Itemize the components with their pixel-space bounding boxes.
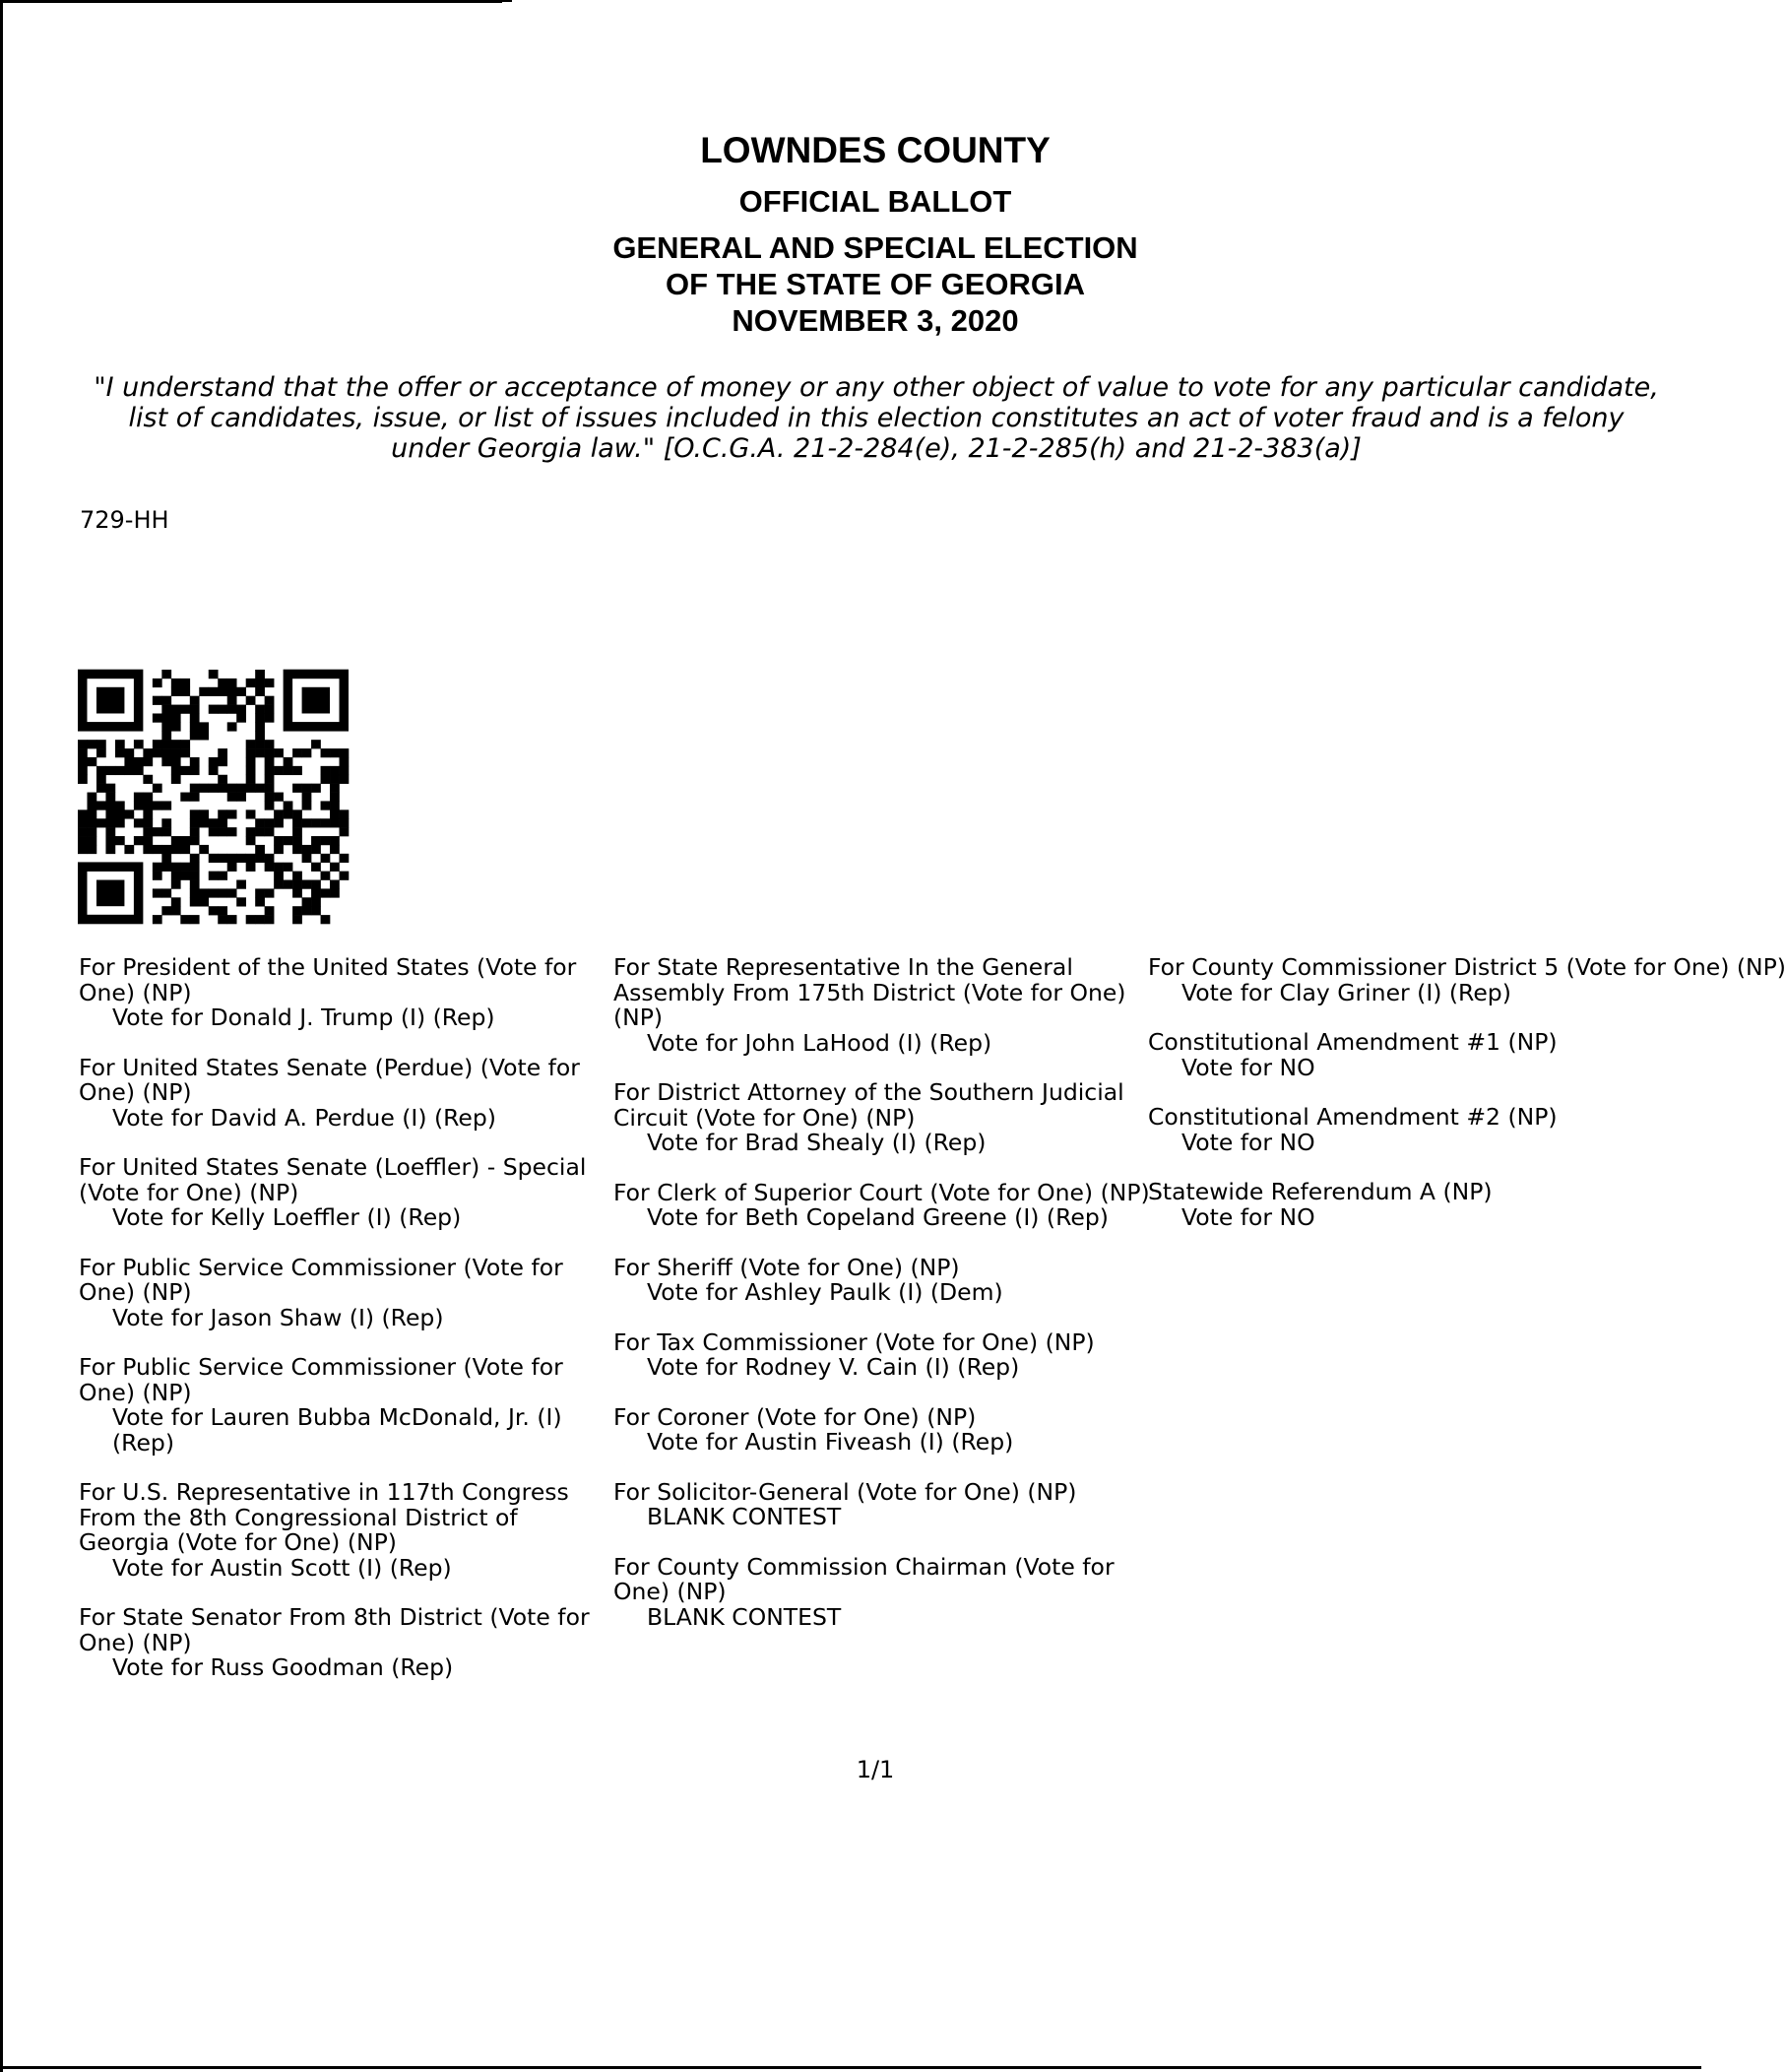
county-title: LOWNDES COUNTY	[700, 130, 1051, 170]
contest-selection: Vote for David A. Perdue (I) (Rep)	[112, 1103, 496, 1132]
contest-item	[613, 1178, 1150, 1231]
contest-selection: Vote for John LaHood (I) (Rep)	[647, 1028, 992, 1057]
contest-title: For County Commissioner District 5 (Vote for One) (NP)	[1148, 953, 1786, 981]
contest-selection: Vote for NO	[1181, 1053, 1315, 1081]
oath-line: under Georgia law." [O.C.G.A. 21-2-284(e), 21-2-285(h) and 21-2-383(a)]	[391, 433, 1362, 464]
contest-title: For District Attorney of the Southern Judicial Circuit (Vote for One) (NP)	[613, 1078, 1124, 1132]
contest-selection: Vote for Russ Goodman (Rep)	[112, 1653, 454, 1681]
contest-item	[79, 1480, 610, 1581]
contest-selection: Vote for Jason Shaw (I) (Rep)	[112, 1303, 444, 1331]
contest-selection: BLANK CONTEST	[647, 1602, 842, 1631]
contest-item	[1148, 953, 1786, 1006]
contest-selection: BLANK CONTEST	[647, 1503, 842, 1530]
contest-selection: Vote for Lauren Bubba McDonald, Jr. (I) (Rep)	[112, 1403, 562, 1457]
contest-title: For County Commission Chairman (Vote for One) (NP)	[613, 1552, 1115, 1605]
contest-selection: Vote for Brad Shealy (I) (Rep)	[647, 1129, 987, 1156]
contest-item	[613, 1477, 1150, 1530]
contest-item	[613, 1552, 1150, 1631]
contest-title: Statewide Referendum A (NP)	[1148, 1178, 1493, 1205]
contest-title: Constitutional Amendment #2 (NP)	[1148, 1103, 1558, 1131]
contest-selection: Vote for Ashley Paulk (I) (Dem)	[647, 1278, 1003, 1306]
contest-title: For United States Senate (Loeffler) - Special (Vote for One) (NP)	[79, 1153, 587, 1206]
qr-code	[78, 670, 349, 924]
contest-item	[1148, 1030, 1699, 1080]
contest-item	[613, 1253, 1150, 1306]
ballot-column-2	[613, 955, 1150, 1654]
ballot-column-1	[79, 955, 610, 1706]
election-title-line2: OF THE STATE OF GEORGIA	[666, 267, 1085, 301]
contest-title: For State Senator From 8th District (Vote for One) (NP)	[79, 1603, 590, 1656]
contest-title: For U.S. Representative in 117th Congress From the 8th Congressional District of Georgia (Vote for One) (NP)	[79, 1478, 569, 1556]
voter-fraud-oath	[69, 372, 1684, 464]
ballot-column-3	[1148, 953, 1786, 1255]
contest-item	[79, 1253, 610, 1331]
contest-item	[613, 1327, 1150, 1381]
contest-selection: Vote for Beth Copeland Greene (I) (Rep)	[647, 1203, 1109, 1231]
election-date: NOVEMBER 3, 2020	[732, 303, 1019, 338]
contest-title: For President of the United States (Vote for One) (NP)	[79, 953, 577, 1006]
contest-selection: Vote for Kelly Loeffler (I) (Rep)	[112, 1203, 462, 1231]
contest-item	[79, 955, 610, 1031]
contest-item	[613, 955, 1150, 1056]
page-border-bottom	[0, 2066, 1701, 2069]
contest-item	[79, 1053, 610, 1132]
election-title-line1: GENERAL AND SPECIAL ELECTION	[612, 230, 1138, 265]
contest-item	[613, 1402, 1150, 1456]
contest-title: Constitutional Amendment #1 (NP)	[1148, 1028, 1558, 1056]
contest-title: For United States Senate (Perdue) (Vote for One) (NP)	[79, 1053, 580, 1106]
contest-selection: Vote for Donald J. Trump (I) (Rep)	[112, 1004, 495, 1031]
contest-title: For Coroner (Vote for One) (NP)	[613, 1402, 977, 1431]
contest-title: For Sheriff (Vote for One) (NP)	[613, 1253, 960, 1281]
oath-line: "I understand that the offer or acceptance of money or any other object of value to vote for any particular candidate,	[94, 372, 1659, 403]
contest-title: For Tax Commissioner (Vote for One) (NP)	[613, 1327, 1095, 1356]
contest-item	[613, 1080, 1150, 1156]
contest-title: For Public Service Commissioner (Vote for One) (NP)	[79, 1353, 563, 1406]
contest-item	[1148, 1180, 1699, 1230]
oath-line: list of candidates, issue, or list of issues included in this election constitutes an act of voter fraud and is a felony	[128, 403, 1625, 433]
contest-selection: Vote for Rodney V. Cain (I) (Rep)	[647, 1353, 1020, 1381]
contest-title: For Solicitor-General (Vote for One) (NP)	[613, 1477, 1077, 1506]
contest-title: For Clerk of Superior Court (Vote for One) (NP)	[613, 1178, 1150, 1206]
contest-item	[79, 1605, 610, 1681]
ballot-type-title: OFFICIAL BALLOT	[738, 184, 1012, 219]
page-border-top	[0, 0, 502, 3]
contest-title: For State Representative In the General Assembly From 175th District (Vote for One) (NP)	[613, 953, 1126, 1031]
contest-item	[79, 1155, 610, 1231]
ballot-header	[0, 128, 1751, 339]
contest-selection: Vote for NO	[1181, 1202, 1315, 1231]
contest-item	[1148, 1105, 1699, 1155]
page-border-top-fragment	[502, 0, 512, 2]
contest-title: For Public Service Commissioner (Vote for One) (NP)	[79, 1253, 563, 1306]
contest-selection: Vote for Austin Scott (I) (Rep)	[112, 1553, 452, 1582]
contest-selection: Vote for NO	[1181, 1128, 1315, 1156]
contest-selection: Vote for Austin Fiveash (I) (Rep)	[647, 1428, 1014, 1456]
contest-item	[79, 1355, 610, 1456]
ballot-style-id: 729-HH	[80, 506, 169, 534]
page-indicator: 1/1	[856, 1756, 895, 1783]
contest-selection: Vote for Clay Griner (I) (Rep)	[1181, 978, 1511, 1006]
